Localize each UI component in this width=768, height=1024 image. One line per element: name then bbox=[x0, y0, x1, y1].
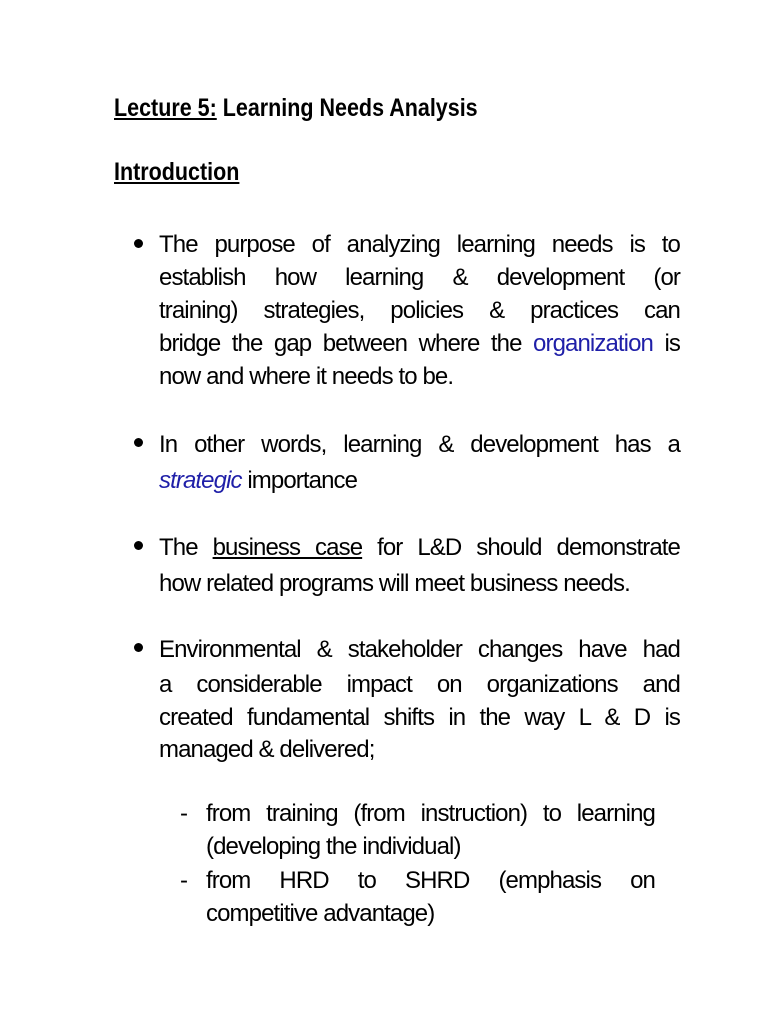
lecture-title bbox=[114, 94, 478, 123]
text-line: Environmental & stakeholder changes have had bbox=[159, 636, 680, 663]
text-line: (developing the individual) bbox=[206, 833, 461, 860]
sub-item-text bbox=[206, 864, 655, 930]
text-fragment: bridge the gap between where the bbox=[159, 330, 534, 357]
bullet-text bbox=[159, 427, 680, 499]
text-line: from HRD to SHRD (emphasis on bbox=[206, 867, 655, 894]
keyword-business-case: business case bbox=[212, 534, 363, 561]
bullet-text bbox=[159, 530, 680, 602]
text-line: The purpose of analyzing learning needs is to bbox=[159, 231, 680, 258]
text-fragment: for L&D should demonstrate bbox=[362, 534, 680, 561]
bullet-text bbox=[159, 228, 680, 393]
section-heading-introduction: Introduction bbox=[114, 158, 240, 186]
text-line bbox=[159, 463, 680, 499]
lecture-number: Lecture 5: bbox=[114, 94, 217, 122]
text-fragment: importance bbox=[241, 467, 358, 494]
text-line: training) strategies, policies & practices can bbox=[159, 297, 680, 324]
dash-marker: - bbox=[180, 800, 188, 827]
dash-marker: - bbox=[180, 867, 188, 894]
text-line: managed & delivered; bbox=[159, 736, 375, 763]
text-line: competitive advantage) bbox=[206, 900, 435, 927]
lecture-topic: Learning Needs Analysis bbox=[216, 94, 478, 122]
bullet-dot-icon bbox=[134, 438, 143, 447]
text-line bbox=[159, 327, 680, 360]
text-line: In other words, learning & development has a bbox=[159, 431, 680, 458]
text-line: establish how learning & development (or bbox=[159, 264, 680, 291]
text-line: how related programs will meet business needs. bbox=[159, 570, 630, 597]
text-fragment: is bbox=[653, 330, 680, 357]
sub-item-text bbox=[206, 797, 655, 863]
bullet-dot-icon bbox=[134, 541, 143, 550]
text-line: a considerable impact on organizations and bbox=[159, 671, 680, 698]
keyword-organization: organization bbox=[533, 330, 653, 357]
text-line: created fundamental shifts in the way L & D is bbox=[159, 704, 680, 731]
text-line: from training (from instruction) to learning bbox=[206, 800, 655, 827]
bullet-dot-icon bbox=[134, 643, 143, 652]
text-fragment: The bbox=[159, 534, 213, 561]
text-line: now and where it needs to be. bbox=[159, 363, 454, 390]
text-line bbox=[159, 530, 680, 566]
bullet-dot-icon bbox=[134, 239, 143, 248]
keyword-strategic: strategic bbox=[159, 467, 242, 494]
bullet-text bbox=[159, 632, 680, 766]
